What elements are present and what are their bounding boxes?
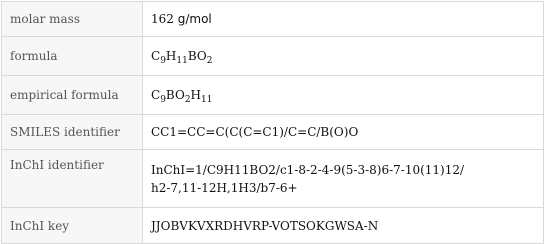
- inchi-line-2: h2-7,11-12H,1H3/b7-6+: [151, 180, 298, 195]
- formula-part: BO: [187, 49, 207, 63]
- inchi-value: [143, 150, 544, 208]
- formula-part: C: [151, 49, 161, 63]
- smiles-value: CC1=CC=C(C(C=C1)/C=C/B(O)O: [143, 115, 544, 150]
- table-row-molar-mass: [2, 2, 544, 37]
- row-label: InChI identifier: [2, 150, 143, 208]
- molar-mass-number: 162: [151, 12, 174, 26]
- formula-subscript: 9: [160, 56, 166, 66]
- inchi-line-1: InChI=1/C9H11BO2/c1-8-2-4-9(5-3-8)6-7-10(11)12/: [151, 162, 465, 177]
- molar-mass-value: [143, 2, 544, 37]
- inchi-key-value: JJOBVKVXRDHVRP-VOTSOKGWSA-N: [143, 208, 544, 244]
- table-row-smiles: [2, 115, 544, 150]
- empirical-formula-value: [143, 76, 544, 115]
- table-row-empirical-formula: [2, 76, 544, 115]
- molar-mass-unit: g/mol: [177, 12, 212, 26]
- formula-value: [143, 37, 544, 76]
- formula-subscript: 11: [176, 56, 188, 66]
- formula-part: H: [165, 49, 177, 63]
- row-label: InChI key: [2, 208, 143, 244]
- row-label: empirical formula: [2, 76, 143, 115]
- formula-subscript: 9: [160, 95, 166, 105]
- properties-table: [1, 1, 544, 244]
- formula-subscript: 11: [201, 95, 213, 105]
- formula-subscript: 2: [184, 95, 191, 105]
- row-label: molar mass: [2, 2, 143, 37]
- table-row-inchi-key: [2, 208, 544, 244]
- table-row-inchi: [2, 150, 544, 208]
- formula-part: H: [190, 88, 202, 102]
- row-label: formula: [2, 37, 143, 76]
- table-row-formula: [2, 37, 544, 76]
- formula-part: C: [151, 88, 161, 102]
- formula-part: BO: [165, 88, 185, 102]
- formula-subscript: 2: [206, 56, 213, 66]
- row-label: SMILES identifier: [2, 115, 143, 150]
